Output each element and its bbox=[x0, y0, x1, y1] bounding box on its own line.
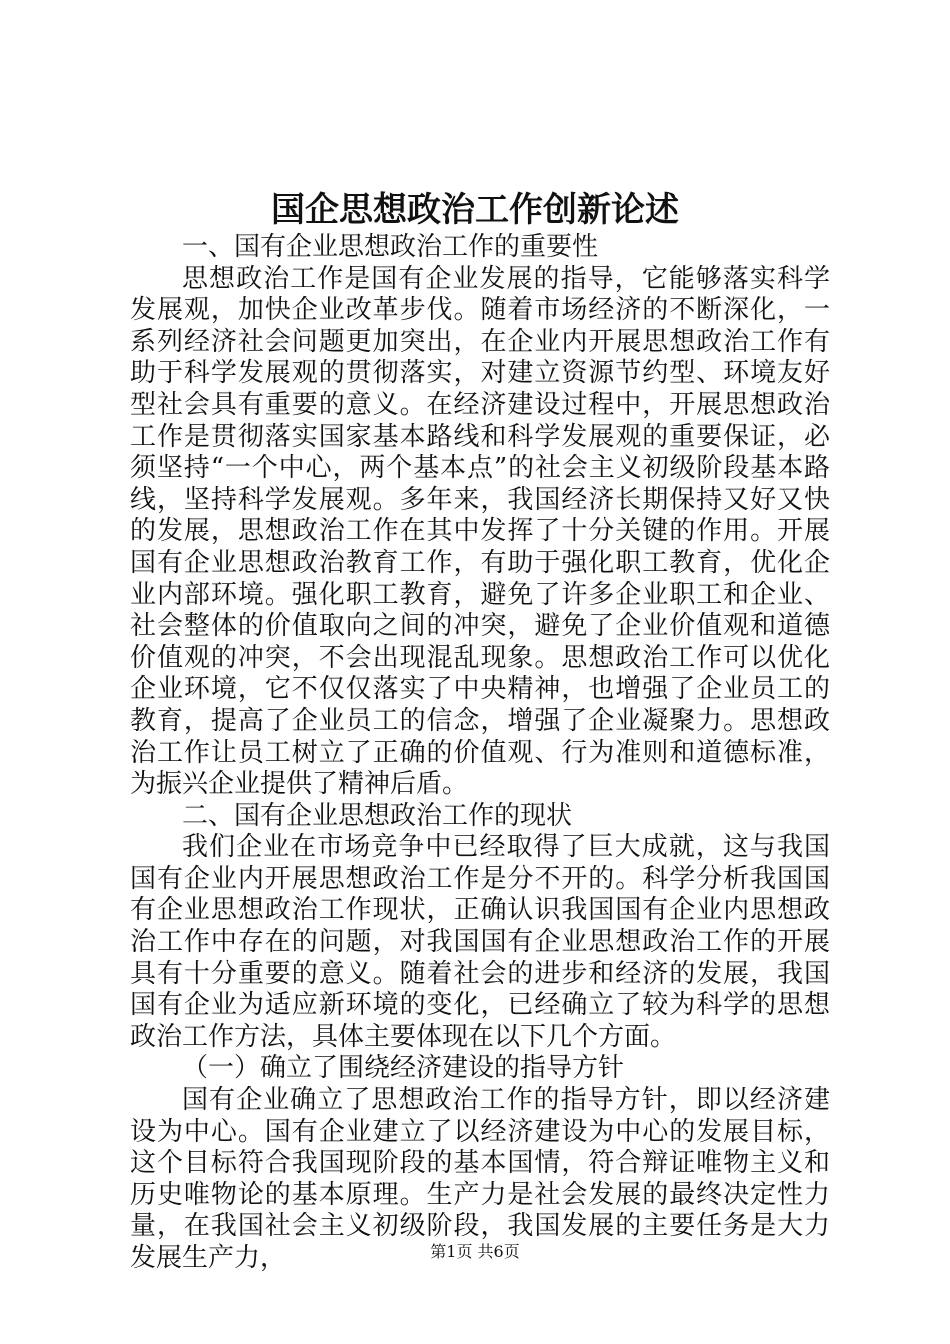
document-body bbox=[130, 232, 830, 1275]
subsection-heading-1: （一）确立了围绕经济建设的指导方针 bbox=[182, 1053, 625, 1084]
page-number-footer: 第1页 共6页 bbox=[430, 1242, 520, 1261]
section-heading-2: 二、国有企业思想政治工作的现状 bbox=[182, 800, 573, 831]
section-heading-1: 一、国有企业思想政治工作的重要性 bbox=[182, 232, 599, 262]
body-paragraph-1: 思想政治工作是国有企业发展的指导，它能够落实科学发展观，加快企业改革步伐。随着市场经济的不断深化，一系列经济社会问题更加突出，在企业内开展思想政治工作有助于科学发展观的贯彻落实，对建立资源节约型、环境友好型社会具有重要的意义。在经济建设过程中，开展思想政治工作是贯彻落实国家基本路线和科学发展观的重要保证，必须坚持“一个中心，两个基本点”的社会主义初级阶段基本路线，坚持科学发展观。多年来，我国经济长期保持又好又快的发展，思想政治工作在其中发挥了十分关键的作用。开展国有企业思想政治教育工作，有助于强化职工教育，优化企业内部环境。强化职工教育，避免了许多企业职工和企业、社会整体的价值取向之间的冲突，避免了企业价值观和道德价值观的冲突，不会出现混乱现象。思想政治工作可以优化企业环境，它不仅仅落实了中央精神，也增强了企业员工的教育，提高了企业员工的信念，增强了企业凝聚力。思想政治工作让员工树立了正确的价值观、行为准则和道德标准，为振兴企业提供了精神后盾。 bbox=[130, 263, 830, 800]
body-paragraph-3: 国有企业确立了思想政治工作的指导方针，即以经济建设为中心。国有企业建立了以经济建设为中心的发展目标，这个目标符合我国现阶段的基本国情，符合辩证唯物主义和历史唯物论的基本原理。生产力是社会发展的最终决定性力量，在我国社会主义初级阶段，我国发展的主要任务是大力发展生产力， bbox=[130, 1085, 830, 1273]
document-title: 国企思想政治工作创新论述 bbox=[271, 190, 679, 230]
body-paragraph-2: 我们企业在市场竞争中已经取得了巨大成就，这与我国国有企业内开展思想政治工作是分不开的。科学分析我国国有企业思想政治工作现状，正确认识我国国有企业内思想政治工作中存在的问题，对我国国有企业思想政治工作的开展具有十分重要的意义。随着社会的进步和经济的发展，我国国有企业为适应新环境的变化，已经确立了较为科学的思想政治工作方法，具体主要体现在以下几个方面。 bbox=[130, 832, 830, 1052]
